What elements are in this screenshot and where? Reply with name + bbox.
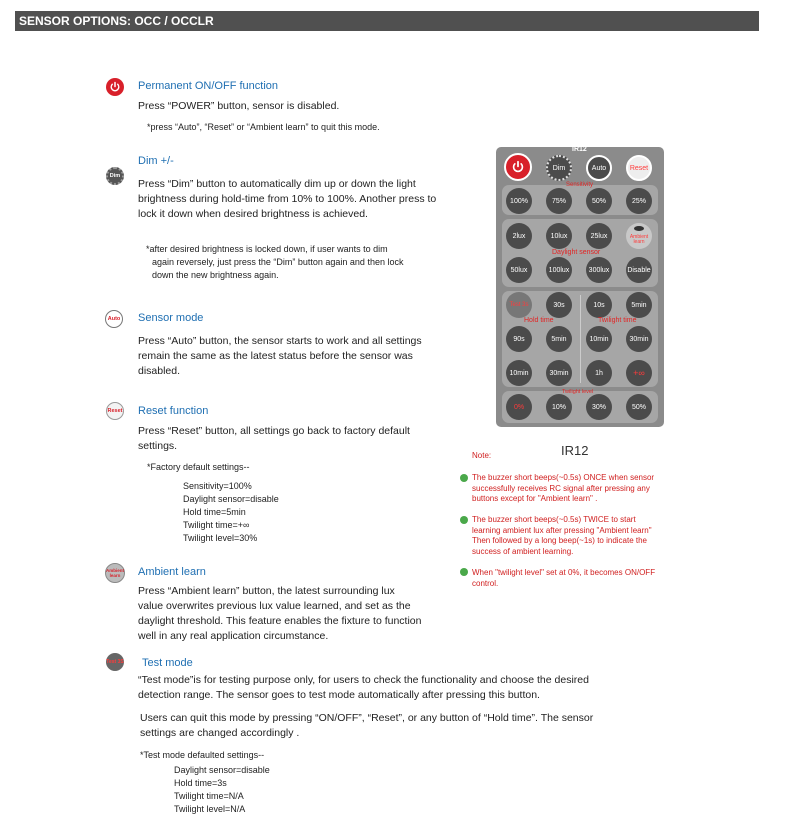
test-body: “Test mode”is for testing purpose only, for users to check the functionality and choose the desired detection range. The sensor goes to test mode automatically after pressing this button.	[138, 674, 589, 701]
remote-twilight-level-30[interactable]: 30%	[586, 394, 612, 420]
test-defaults: Daylight sensor=disable Hold time=3s Twilight time=N/A Twilight level=N/A	[174, 765, 270, 814]
remote-reset-button[interactable]: Reset	[626, 155, 652, 181]
remote-daylight-10lux[interactable]: 10lux	[546, 223, 572, 249]
power-body: Press “POWER” button, sensor is disabled.	[138, 100, 340, 112]
remote-twilight-10s[interactable]: 10s	[586, 292, 612, 318]
reset-defaults-title: *Factory default settings--	[147, 462, 250, 472]
power-icon	[106, 78, 124, 96]
twilight-level-label: Twilight level	[562, 389, 594, 395]
dim-body: Press “Dim” button to automatically dim up or down the light brightness during hold-time from 10% to 100%. Another press to lock it down when desired brightness is achieved.	[138, 178, 437, 220]
reset-defaults: Sensitivity=100% Daylight sensor=disable Hold time=5min Twilight time=+∞ Twilight level=30%	[183, 481, 279, 543]
remote-sensitivity-25[interactable]: 25%	[626, 188, 652, 214]
remote-sensitivity-50[interactable]: 50%	[586, 188, 612, 214]
reset-title: Reset function	[138, 405, 209, 417]
remote-power-button[interactable]	[504, 153, 532, 181]
remote-daylight-25lux[interactable]: 25lux	[586, 223, 612, 249]
remote-model: IR12	[572, 146, 587, 153]
test-icon: Test 3S	[106, 653, 124, 671]
dim-icon: Dim	[106, 167, 124, 185]
note-bullet-1	[460, 474, 468, 482]
auto-title: Sensor mode	[138, 312, 204, 324]
auto-icon: Auto	[105, 310, 123, 328]
ambient-title: Ambient learn	[138, 566, 206, 578]
note-bullet-2	[460, 516, 468, 524]
ambient-learn-icon: Ambient learn	[105, 563, 125, 583]
remote-daylight-100lux[interactable]: 100lux	[546, 257, 572, 283]
remote-daylight-disable[interactable]: Disable	[626, 257, 652, 283]
power-note: *press “Auto”, “Reset” or “Ambient learn” to quit this mode.	[147, 122, 380, 132]
auto-body: Press “Auto” button, the sensor starts to work and all settings remain the same as the latest status before the sensor was disabled.	[138, 335, 422, 377]
dim-note: *after desired brightness is locked down, if user wants to dim again reversely, just press the “Dim” button again and then lock down the new brightness again.	[146, 244, 404, 280]
remote-ambient-learn-button[interactable]: Ambient learn	[626, 223, 652, 249]
remote-twilight-level-0[interactable]: 0%	[506, 394, 532, 420]
note-label: Note:	[472, 451, 492, 460]
time-divider	[580, 295, 581, 383]
reset-icon: Reset	[106, 402, 124, 420]
test-title: Test mode	[142, 657, 193, 669]
remote-auto-button[interactable]: Auto	[586, 155, 612, 181]
remote-test-button[interactable]: Test 3s	[506, 292, 532, 318]
daylight-label: Daylight sensor	[552, 249, 601, 256]
remote-twilight-infinite[interactable]: +∞	[626, 360, 652, 386]
eye-icon	[634, 226, 644, 231]
note-bullet-3	[460, 568, 468, 576]
remote-sensitivity-75[interactable]: 75%	[546, 188, 572, 214]
test-defaults-title: *Test mode defaulted settings--	[140, 750, 265, 760]
reset-body: Press “Reset” button, all settings go back to factory default settings.	[138, 425, 410, 452]
remote-twilight-10min[interactable]: 10min	[586, 326, 612, 352]
note-item-1: The buzzer short beeps(~0.5s) ONCE when sensor successfully receives RC signal after pressing any buttons except for "Ambient learn" .	[472, 473, 655, 503]
test-body-2: Users can quit this mode by pressing “ON/OFF”, “Reset”, or any button of “Hold time”. The sensor settings are changed accordingly .	[140, 712, 594, 739]
remote-twilight-level-10[interactable]: 10%	[546, 394, 572, 420]
remote-twilight-30min[interactable]: 30min	[626, 326, 652, 352]
remote-hold-30s[interactable]: 30s	[546, 292, 572, 318]
remote-twilight-1h[interactable]: 1h	[586, 360, 612, 386]
power-title: Permanent ON/OFF function	[138, 80, 278, 92]
remote-twilight-level-50[interactable]: 50%	[626, 394, 652, 420]
remote-dim-button[interactable]: Dim	[546, 155, 572, 181]
hold-time-label: Hold time	[524, 317, 554, 324]
remote-daylight-300lux[interactable]: 300lux	[586, 257, 612, 283]
remote-twilight-5min[interactable]: 5min	[626, 292, 652, 318]
dim-title: Dim +/-	[138, 155, 174, 167]
ambient-body: Press “Ambient learn” button, the latest surrounding lux value overwrites previous lux value learned, and set as the daylight threshold. This feature enables the fixture to function well in any real application circumstance.	[138, 585, 422, 642]
remote-daylight-50lux[interactable]: 50lux	[506, 257, 532, 283]
section-header: SENSOR OPTIONS: OCC / OCCLR	[15, 11, 759, 31]
remote-hold-90s[interactable]: 90s	[506, 326, 532, 352]
remote-hold-30min[interactable]: 30min	[546, 360, 572, 386]
note-item-2: The buzzer short beeps(~0.5s) TWICE to start learning ambient lux after pressing "Ambient learn" Then followed by a long beep(~1s) to indicate the success of ambient learning.	[472, 515, 652, 556]
remote-daylight-2lux[interactable]: 2lux	[506, 223, 532, 249]
remote-sensitivity-100[interactable]: 100%	[506, 188, 532, 214]
twilight-time-label: Twilight time	[598, 317, 637, 324]
note-item-3: When "twilight level" set at 0%, it becomes ON/OFF control.	[472, 568, 656, 588]
remote-caption: IR12	[561, 443, 589, 458]
sensitivity-label: Sensitivity	[566, 182, 594, 188]
remote-hold-5min[interactable]: 5min	[546, 326, 572, 352]
remote-hold-10min[interactable]: 10min	[506, 360, 532, 386]
power-icon	[511, 160, 525, 174]
remote-control	[496, 147, 664, 427]
